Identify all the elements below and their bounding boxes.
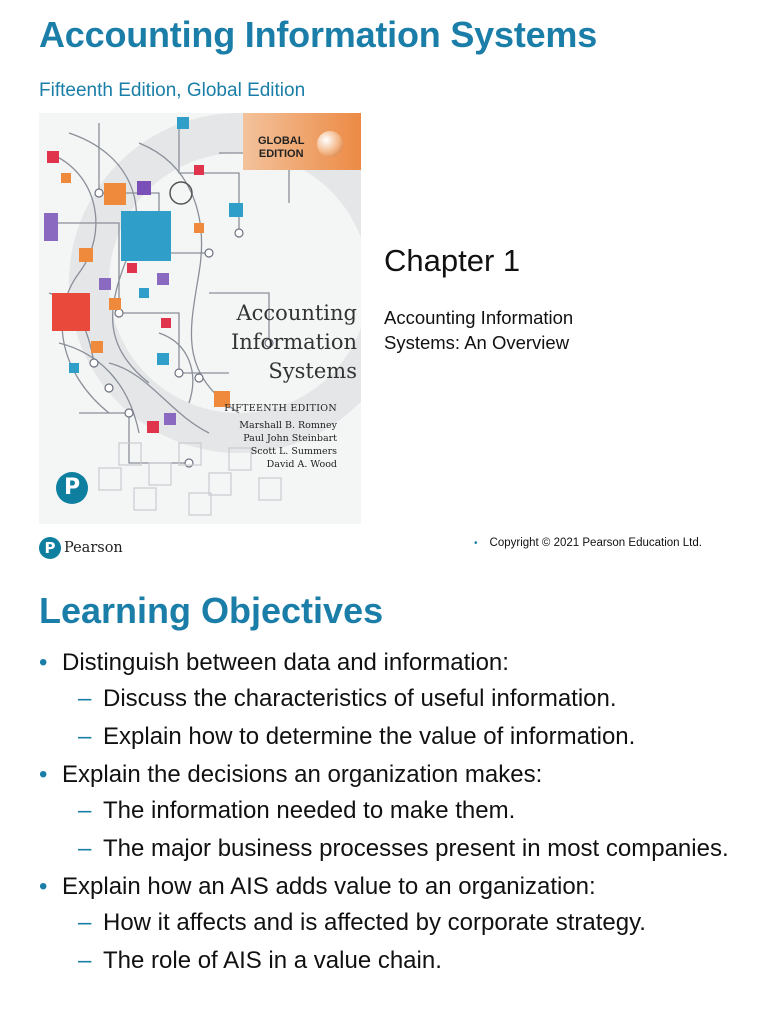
sub-objective-item [62, 908, 739, 938]
sub-objective-text: The major business processes present in most companies. [103, 835, 729, 862]
cover-authors [239, 419, 337, 471]
author-name: Marshall B. Romney [239, 420, 337, 431]
pearson-logo-icon: P [39, 537, 61, 559]
cover-title [207, 299, 357, 386]
global-edition-badge [243, 113, 361, 170]
objective-text: Explain the decisions an organization makes: [62, 761, 543, 788]
badge-line-2: EDITION [258, 148, 304, 160]
objective-item [39, 648, 739, 752]
bullet-icon: • [474, 538, 478, 549]
edition-subtitle: Fifteenth Edition, Global Edition [39, 80, 306, 101]
sub-objective-item [62, 834, 739, 864]
copyright-text: Copyright © 2021 Pearson Education Ltd. [489, 537, 702, 549]
sub-objectives [62, 796, 739, 864]
sub-objectives [62, 684, 739, 752]
pearson-logo-icon: P [56, 472, 88, 504]
sub-objective-item [62, 722, 739, 752]
objective-text: Explain how an AIS adds value to an organization: [62, 873, 596, 900]
badge-line-1: GLOBAL [258, 135, 305, 147]
dash-icon: – [78, 723, 92, 750]
publisher-name: Pearson [64, 540, 123, 556]
globe-icon [317, 131, 343, 157]
objective-item [39, 872, 739, 976]
objective-text: Distinguish between data and information: [62, 649, 509, 676]
sub-objective-item [62, 796, 739, 826]
cover-title-line: Accounting [236, 301, 357, 325]
objectives-list [39, 648, 739, 984]
book-cover [39, 113, 361, 524]
author-name: Paul John Steinbart [243, 433, 337, 444]
learning-objectives-title: Learning Objectives [39, 590, 384, 631]
sub-objectives [62, 908, 739, 976]
sub-objective-text: The role of AIS in a value chain. [103, 947, 442, 974]
sub-objective-item [62, 946, 739, 976]
sub-objective-item [62, 684, 739, 714]
sub-objective-text: Explain how to determine the value of information. [103, 723, 636, 750]
dash-icon: – [78, 947, 92, 974]
dash-icon: – [78, 685, 92, 712]
author-name: David A. Wood [266, 459, 337, 470]
dash-icon: – [78, 797, 92, 824]
dash-icon: – [78, 909, 92, 936]
cover-title-line: Systems [268, 359, 357, 383]
dash-icon: – [78, 835, 92, 862]
chapter-label: Chapter 1 [384, 243, 521, 278]
bullet-icon: • [39, 649, 48, 676]
author-name: Scott L. Summers [250, 446, 337, 457]
pearson-brand [39, 535, 123, 561]
sub-objective-text: Discuss the characteristics of useful information. [103, 685, 617, 712]
slide-title: Accounting Information Systems [39, 14, 598, 55]
bullet-icon: • [39, 873, 48, 900]
sub-objective-text: The information needed to make them. [103, 797, 516, 824]
chapter-subtitle: Accounting Information Systems: An Overview [384, 307, 574, 353]
sub-objective-text: How it affects and is affected by corporate strategy. [103, 909, 646, 936]
objective-item [39, 760, 739, 864]
cover-edition: FIFTEENTH EDITION [224, 403, 337, 414]
copyright-notice [474, 537, 702, 549]
cover-title-line: Information [230, 330, 357, 354]
bullet-icon: • [39, 761, 48, 788]
